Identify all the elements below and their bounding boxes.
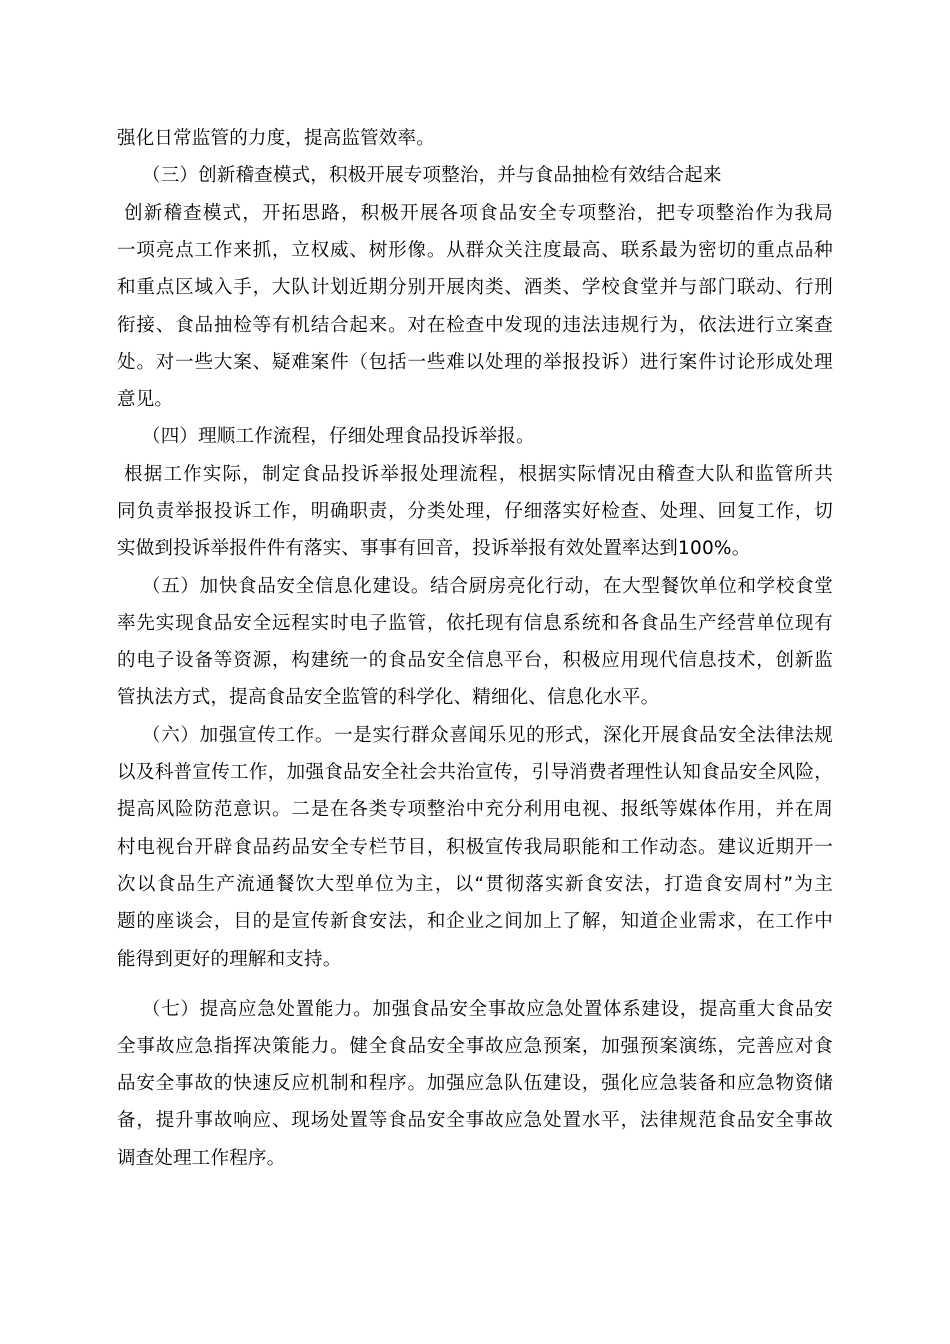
- paragraph-line: 村电视台开辟食品药品安全专栏节目，积极宣传我局职能和工作动态。建议近期开一: [117, 837, 833, 858]
- paragraph-line: 以及科普宣传工作，加强食品安全社会共治宣传，引导消费者理性认知食品安全风险，: [117, 762, 833, 783]
- paragraph-line: 次以食品生产流通餐饮大型单位为主，以“贯彻落实新食安法，打造食安周村”为主: [117, 874, 833, 895]
- section-heading-7: （七）提高应急处置能力。加强食品安全事故应急处置体系建设，提高重大食品安: [142, 999, 833, 1020]
- paragraph-line: 意见。: [117, 389, 174, 410]
- section-heading-3: （三）创新稽查模式，积极开展专项整治，并与食品抽检有效结合起来: [142, 165, 722, 186]
- section-heading-6: （六）加强宣传工作。一是实行群众喜闻乐见的形式，深化开展食品安全法律法规: [142, 725, 833, 746]
- paragraph-line: 调查处理工作程序。: [117, 1148, 286, 1169]
- paragraph-line: 能得到更好的理解和支持。: [117, 949, 342, 970]
- paragraph-line: 备，提升事故响应、现场处置等食品安全事故应急处置水平，法律规范食品安全事故: [117, 1110, 833, 1131]
- paragraph-line: 创新稽查模式，开拓思路，积极开展各项食品安全专项整治，把专项整治作为我局: [124, 203, 833, 224]
- section-heading-5: （五）加快食品安全信息化建设。结合厨房亮化行动，在大型餐饮单位和学校食堂: [142, 576, 833, 597]
- paragraph-line: 处。对一些大案、疑难案件（包括一些难以处理的举报投诉）进行案件讨论形成处理: [117, 352, 833, 373]
- paragraph-line: 率先实现食品安全远程实时电子监管，依托现有信息系统和各食品生产经营单位现有: [117, 613, 833, 634]
- section-heading-4: （四）理顺工作流程，仔细处理食品投诉举报。: [142, 426, 535, 447]
- paragraph-line: 题的座谈会，目的是宣传新食安法，和企业之间加上了解，知道企业需求，在工作中: [117, 911, 833, 932]
- paragraph-line: 一项亮点工作来抓，立权威、树形像。从群众关注度最高、联系最为密切的重点品种: [117, 240, 833, 261]
- paragraph-line: 管执法方式，提高食品安全监管的科学化、精细化、信息化水平。: [117, 687, 660, 708]
- paragraph-line: 根据工作实际，制定食品投诉举报处理流程，根据实际情况由稽查大队和监管所共: [124, 464, 833, 485]
- paragraph-line: 提高风险防范意识。二是在各类专项整治中充分利用电视、报纸等媒体作用，并在周: [117, 799, 833, 820]
- paragraph-line: 衔接、食品抽检等有机结合起来。对在检查中发现的违法违规行为，依法进行立案查: [117, 315, 833, 336]
- paragraph-line: 强化日常监管的力度，提高监管效率。: [117, 128, 435, 149]
- paragraph-line: 的电子设备等资源，构建统一的食品安全信息平台，积极应用现代信息技术，创新监: [117, 650, 833, 671]
- paragraph-line: 同负责举报投诉工作，明确职责，分类处理，仔细落实好检查、处理、回复工作，切: [117, 501, 833, 522]
- paragraph-line: 品安全事故的快速反应机制和程序。加强应急队伍建设，强化应急装备和应急物资储: [117, 1073, 833, 1094]
- paragraph-line: 全事故应急指挥决策能力。健全食品安全事故应急预案，加强预案演练，完善应对食: [117, 1036, 833, 1057]
- paragraph-line: 和重点区域入手，大队计划近期分别开展肉类、酒类、学校食堂并与部门联动、行刑: [117, 277, 833, 298]
- paragraph-line: 实做到投诉举报件件有落实、事事有回音，投诉举报有效处置率达到100%。: [117, 538, 751, 559]
